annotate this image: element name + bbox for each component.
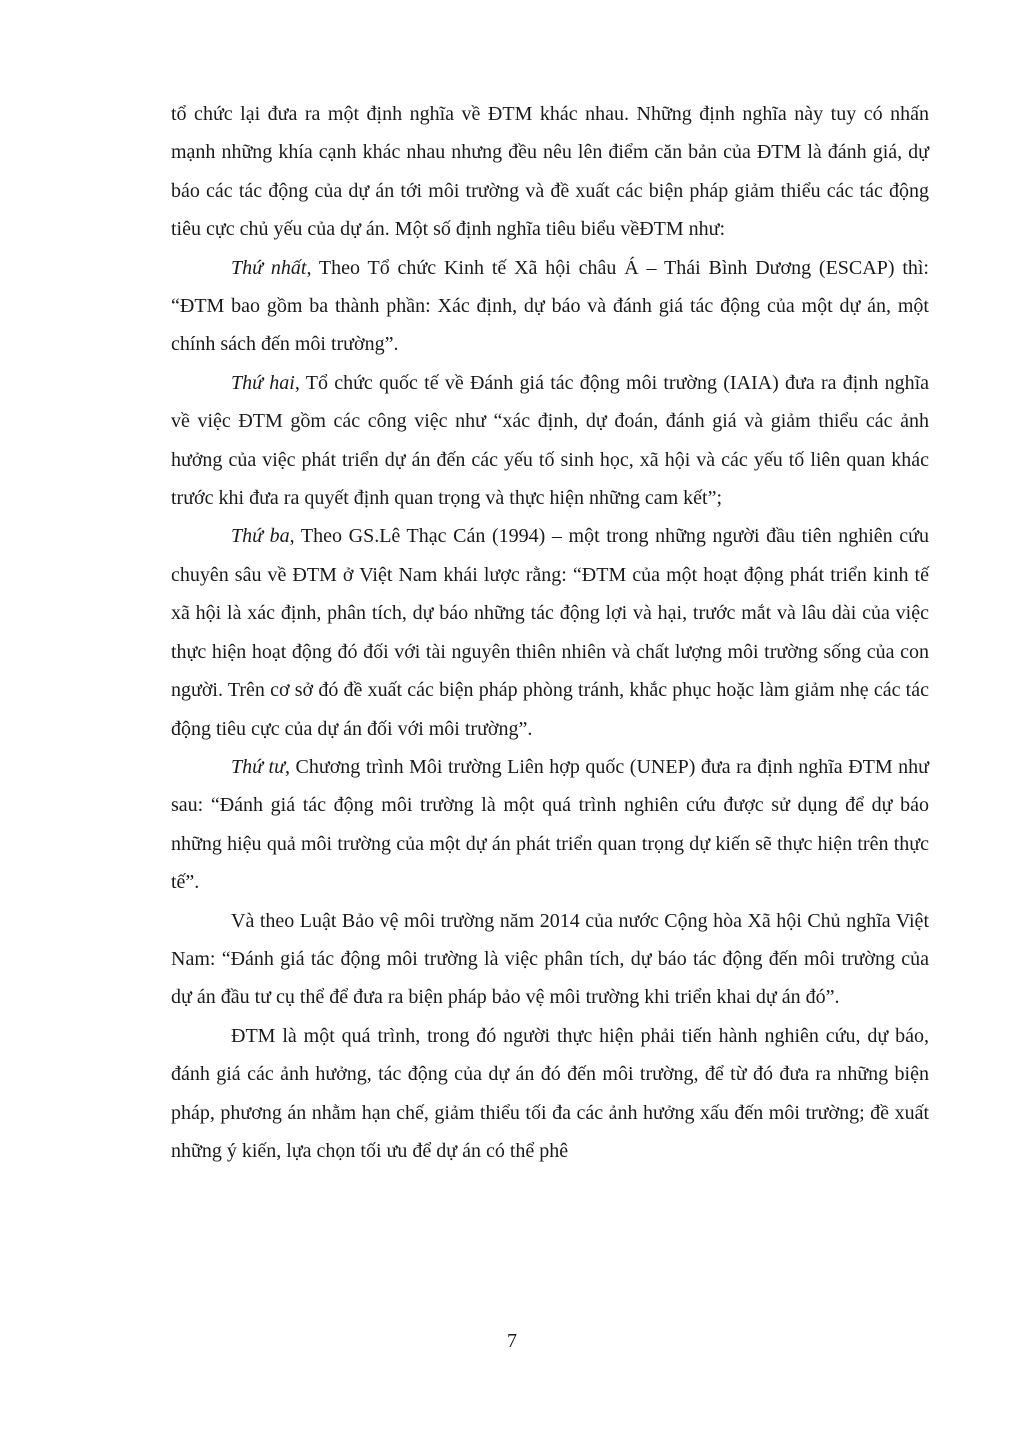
paragraph-text: , Theo Tổ chức Kinh tế Xã hội châu Á – Thái Bình Dương (ESCAP) thì: “ĐTM bao gồm ba thành phần: Xác định, dự báo và đánh giá tác động của một dự án, một chính sách đến môi trường”. (171, 256, 929, 356)
paragraph-second-definition (171, 364, 929, 518)
page-number: 7 (507, 1330, 517, 1352)
paragraph-text: , Theo GS.Lê Thạc Cán (1994) – một trong những người đầu tiên nghiên cứu chuyên sâu về ĐTM ở Việt Nam khái lược rằng: “ĐTM của một hoạt động phát triển kinh tế xã hội là xác định, phân tích, dự báo những tác động lợi và hại, trước mắt và lâu dài của việc thực hiện hoạt động đó đối với tài nguyên thiên nhiên và chất lượng môi trường sống của con người. Trên cơ sở đó đề xuất các biện pháp phòng tránh, khắc phục hoặc làm giảm nhẹ các tác động tiêu cực của dự án đối với môi trường”. (171, 525, 930, 740)
paragraph-text: ĐTM là một quá trình, trong đó người thực hiện phải tiến hành nghiên cứu, dự báo, đánh giá các ảnh hưởng, tác động của dự án đó đến môi trường, để từ đó đưa ra những biện pháp, phương án nhằm hạn chế, giảm thiểu tối đa các ảnh hưởng xấu đến môi trường; đề xuất những ý kiến, lựa chọn tối ưu để dự án có thể phê (171, 1024, 929, 1162)
body-text (171, 95, 929, 1170)
paragraph-text: , Chương trình Môi trường Liên hợp quốc (UNEP) đưa ra định nghĩa ĐTM như sau: “Đánh giá tác động môi trường là một quá trình nghiên cứu được sử dụng để dự báo những hiệu quả môi trường của một dự án phát triển quan trọng dự kiến sẽ thực hiện trên thực tế”. (171, 755, 930, 894)
paragraph-law-definition (171, 902, 929, 1017)
paragraph-fourth-definition (171, 748, 929, 902)
paragraph-text: Và theo Luật Bảo vệ môi trường năm 2014 của nước Cộng hòa Xã hội Chủ nghĩa Việt Nam: “Đánh giá tác động môi trường là việc phân tích, dự báo tác động đến môi trường của dự án đầu tư cụ thể để đưa ra biện pháp bảo vệ môi trường khi triển khai dự án đó”. (171, 909, 929, 1009)
paragraph-text: tổ chức lại đưa ra một định nghĩa về ĐTM khác nhau. Những định nghĩa này tuy có nhấn mạnh những khía cạnh khác nhau nhưng đều nêu lên điểm căn bản của ĐTM là đánh giá, dự báo các tác động của dự án tới môi trường và đề xuất các biện pháp giảm thiểu các tác động tiêu cực chủ yếu của dự án. Một số định nghĩa tiêu biểu vềĐTM như: (171, 103, 929, 241)
paragraph-summary (171, 1017, 929, 1171)
paragraph-third-definition (171, 517, 929, 747)
paragraph-text: , Tổ chức quốc tế về Đánh giá tác động môi trường (IAIA) đưa ra định nghĩa về việc ĐTM gồm các công việc như “xác định, dự đoán, đánh giá và giảm thiểu các ảnh hưởng của việc phát triển dự án đến các yếu tố sinh học, xã hội và các yếu tố liên quan khác trước khi đưa ra quyết định quan trọng và thực hiện những cam kết”; (171, 371, 930, 510)
paragraph-continuation (171, 95, 929, 249)
paragraph-lead: Thứ tư (231, 755, 286, 778)
paragraph-lead: Thứ hai (231, 371, 295, 394)
paragraph-lead: Thứ nhất (231, 256, 307, 279)
paragraph-first-definition (171, 249, 929, 364)
paragraph-lead: Thứ ba (231, 525, 290, 548)
